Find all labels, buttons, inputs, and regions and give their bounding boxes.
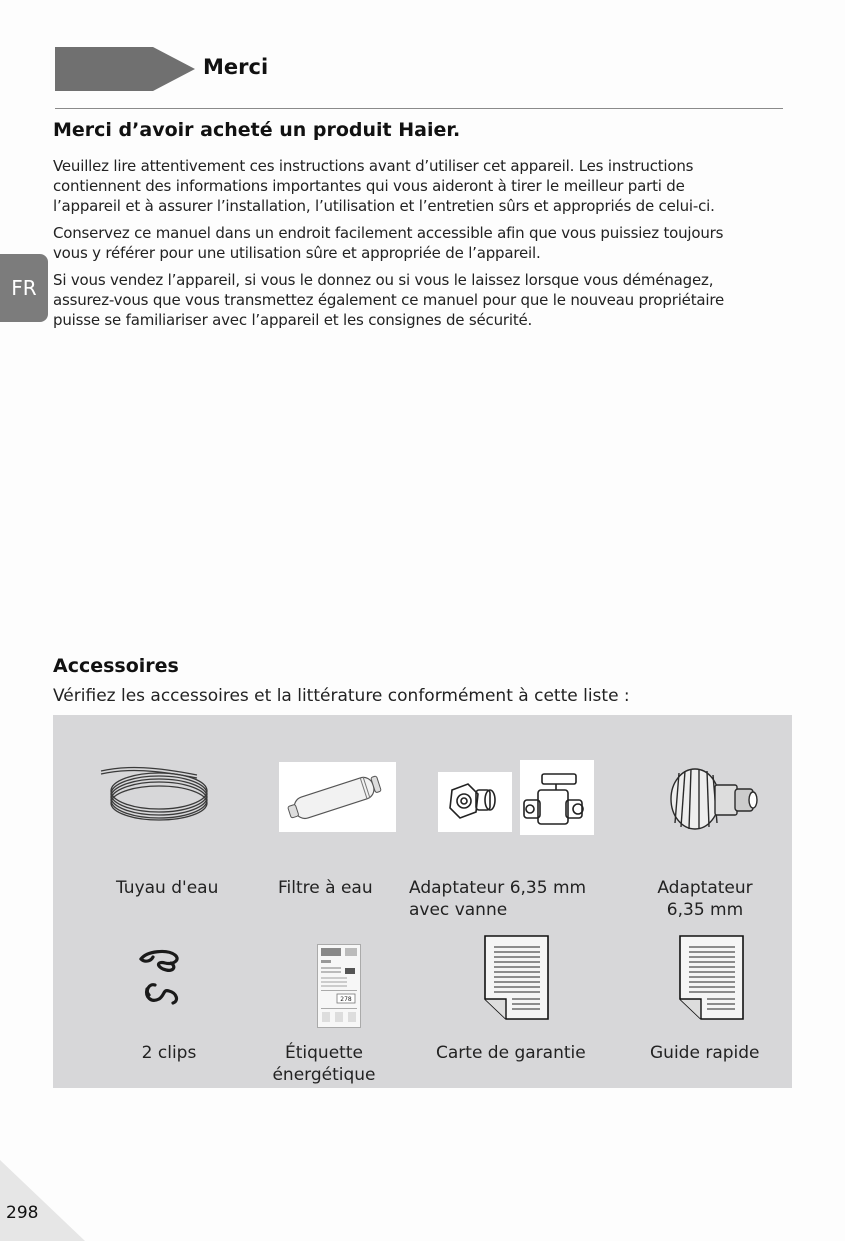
quick-guide-icon: [677, 933, 747, 1023]
accessory-label-energy-label: [264, 1042, 384, 1086]
thanks-heading: Merci d’avoir acheté un produit Haier.: [53, 119, 461, 141]
energy-label-number: 278: [340, 996, 352, 1003]
accessory-label-water-filter: Filtre à eau: [278, 878, 373, 898]
page-title: Merci: [203, 55, 269, 79]
text-line: puisse se familiariser avec l’appareil et les consignes de sécurité.: [53, 311, 533, 329]
thanks-paragraph-1: [53, 156, 788, 216]
accessory-label-adapter: [645, 877, 765, 921]
label-line: 6,35 mm: [666, 900, 744, 920]
accessories-panel: [53, 715, 792, 1088]
accessory-label-warranty-card: Carte de garantie: [436, 1043, 586, 1063]
thanks-paragraph-2: [53, 223, 788, 263]
energy-label-icon: [317, 944, 361, 1028]
label-line: avec vanne: [409, 900, 508, 920]
thanks-paragraph-3: [53, 270, 788, 330]
text-line: Conservez ce manuel dans un endroit facilement accessible afin que vous puissiez toujours: [53, 224, 724, 242]
text-line: l’appareil et à assurer l’installation, l’utilisation et l’entretien sûrs et appropriés de celui-ci.: [53, 197, 715, 215]
label-line: énergétique: [272, 1065, 376, 1085]
text-line: contiennent des informations importantes qui vous aideront à tirer le meilleur parti de: [53, 177, 685, 195]
label-line: Adaptateur: [657, 878, 753, 898]
text-line: Veuillez lire attentivement ces instructions avant d’utiliser cet appareil. Les instructions: [53, 157, 694, 175]
accessory-label-clips: 2 clips: [141, 1043, 197, 1063]
adapter-icon: [665, 763, 761, 835]
text-line: assurez-vous que vous transmettez également ce manuel pour que le nouveau propriétaire: [53, 291, 725, 309]
label-line: Adaptateur 6,35 mm: [409, 878, 587, 898]
page-corner-shape: [0, 1160, 85, 1241]
valve-adapter-icon: [438, 760, 594, 835]
accessory-label-valve-adapter: [409, 877, 586, 921]
warranty-card-icon: [482, 933, 552, 1023]
header-divider: [55, 108, 783, 109]
text-line: Si vous vendez l’appareil, si vous le donnez ou si vous le laissez lorsque vous déménagez,: [53, 271, 714, 289]
water-hose-icon: [97, 753, 217, 821]
text-line: vous y référer pour une utilisation sûre et appropriée de l’appareil.: [53, 244, 541, 262]
language-tab-fr: FR: [0, 254, 48, 322]
accessories-intro: Vérifiez les accessoires et la littérature conformément à cette liste :: [53, 686, 630, 706]
page-number: 298: [6, 1203, 39, 1223]
header-arrow-shape: [55, 47, 195, 91]
accessory-label-water-hose: Tuyau d'eau: [116, 878, 219, 898]
clips-icon: [133, 945, 189, 1009]
label-line: Étiquette: [285, 1043, 363, 1063]
water-filter-icon: [279, 762, 396, 832]
accessory-label-quick-guide: Guide rapide: [650, 1043, 760, 1063]
accessories-heading: Accessoires: [53, 655, 179, 677]
